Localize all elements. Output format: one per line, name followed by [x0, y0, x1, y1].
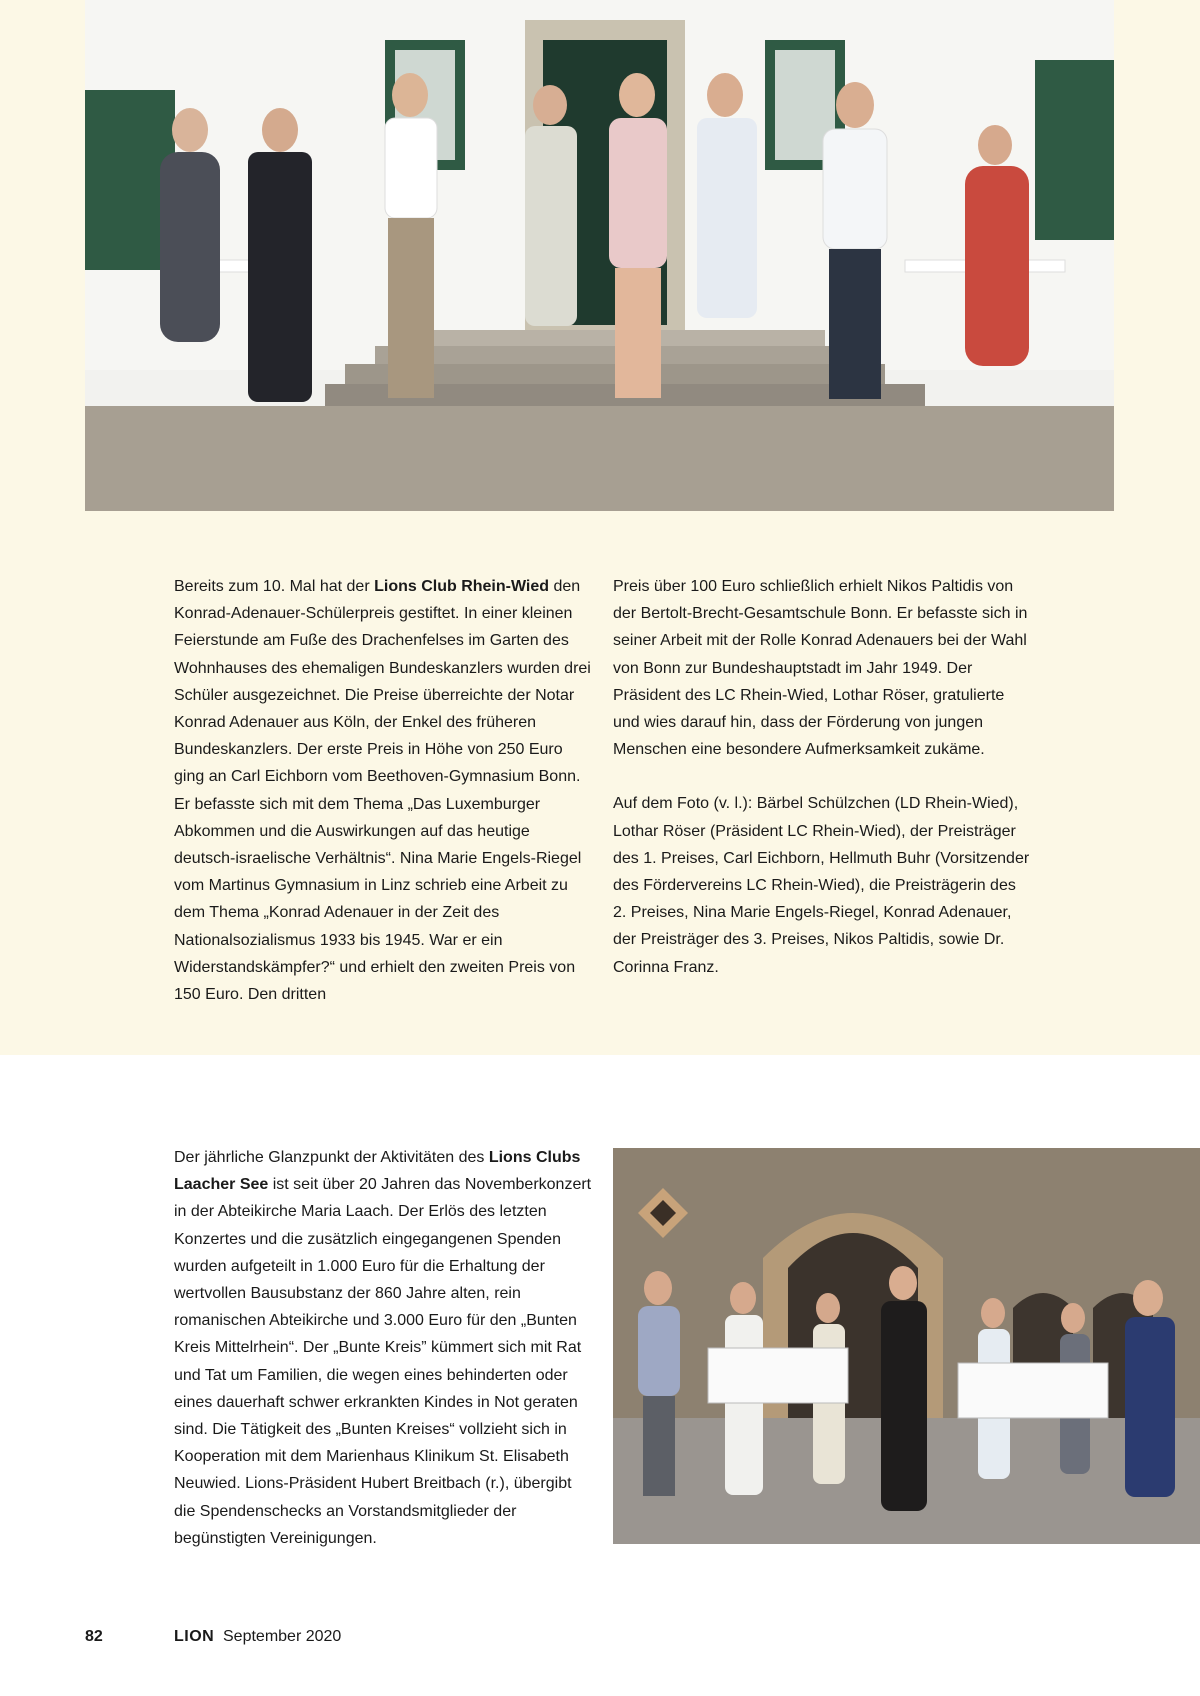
body-text: Bereits zum 10. Mal hat der — [174, 578, 375, 595]
article1-column1 — [174, 573, 594, 1008]
body-text: ist seit über 20 Jahren das Novemberkonzert in der Abteikirche Maria Laach. Der Erlös des letzten Konzertes und die zusätzlich eingegangenen Spenden wurden aufgeteilt in 1.000 Euro für die Erhaltung der wertvollen Bausubstanz der 860 Jahre alten, rein romanischen Abteikirche und 3.000 Euro für den „Bunten Kreis Mittelrhein“. Der „Bunte Kreis” kümmert sich mit Rat und Tat um Familien, die wegen eines behinderten oder eines dauerhaft schwer erkrankten Kindes in Not geraten sind. Die Tätigkeit des „Bunten Kreises“ vollzieht sich in Kooperation mit dem Marienhaus Klinikum St. Elisabeth Neuwied. Lions-Präsident Hubert Breitbach (r.), übergibt die Spendenschecks an Vorstandsmitglieder der begünstigten Vereinigungen. — [174, 1176, 592, 1547]
article2-column1-paragraph — [174, 1144, 594, 1552]
article1-column2-paragraph — [613, 573, 1033, 763]
article1-column2-paragraph — [613, 790, 1033, 980]
group-photo-adenauer-house-image — [85, 0, 1114, 511]
page-number: 82 — [85, 1628, 103, 1645]
article1-column2 — [613, 573, 1033, 981]
body-text: Auf dem Foto (v. l.): Bärbel Schülzchen (LD Rhein-Wied), Lothar Röser (Präsident LC Rhein-Wied), der Preisträger des 1. Preises, Carl Eichborn, Hellmuth Buhr (Vorsitzender des Fördervereins LC Rhein-Wied), die Preisträgerin des 2. Preises, Nina Marie Engels-Riegel, Konrad Adenauer, der Preisträger des 3. Preises, Nikos Paltidis, sowie Dr. Corinna Franz. — [613, 795, 1030, 976]
cheque-handover-photo-maria-laach — [613, 1148, 1200, 1544]
bold-text: Lions Club Rhein-Wied — [374, 578, 550, 595]
magazine-name: LION — [174, 1628, 215, 1645]
bold-text: Lions Clubs Laacher See — [174, 1149, 581, 1194]
body-text: Der jährliche Glanzpunkt der Aktivitäten des — [174, 1149, 489, 1166]
body-text: Preis über 100 Euro schließlich erhielt Nikos Paltidis von der Bertolt-Brecht-Gesamtschule Bonn. Er befasste sich in seiner Arbeit mit der Rolle Konrad Adenauers bei der Wahl von Bonn zur Bundeshauptstadt im Jahr 1949. Der Präsident des LC Rhein-Wied, Lothar Röser, gratulierte und wies darauf hin, dass der Förderung von jungen Menschen eine besondere Aufmerksamkeit zukäme. — [613, 578, 1028, 759]
cheque-handover-photo-maria-laach-image — [613, 1148, 1200, 1544]
issue-date: September 2020 — [223, 1628, 342, 1645]
article2-column1 — [174, 1144, 594, 1552]
article1-column1-paragraph — [174, 573, 594, 1008]
group-photo-adenauer-house — [85, 0, 1114, 511]
body-text: den Konrad-Adenauer-Schülerpreis gestiftet. In einer kleinen Feierstunde am Fuße des Drachenfelses im Garten des Wohnhauses des ehemaligen Bundeskanzlers wurden drei Schüler ausgezeichnet. Die Preise überreichte der Notar Konrad Adenauer aus Köln, der Enkel des früheren Bundeskanzlers. Der erste Preis in Höhe von 250 Euro ging an Carl Eichborn vom Beethoven-Gymnasium Bonn. Er befasste sich mit dem Thema „Das Luxemburger Abkommen und die Auswirkungen auf das heutige deutsch-israelische Verhältnis“. Nina Marie Engels-Riegel vom Martinus Gymnasium in Linz schrieb eine Arbeit zu dem Thema „Konrad Adenauer in der Zeit des Nationalsozialismus 1933 bis 1945. War er ein Widerstandskämpfer?“ und erhielt den zweiten Preis von 150 Euro. Den dritten — [174, 578, 591, 1004]
